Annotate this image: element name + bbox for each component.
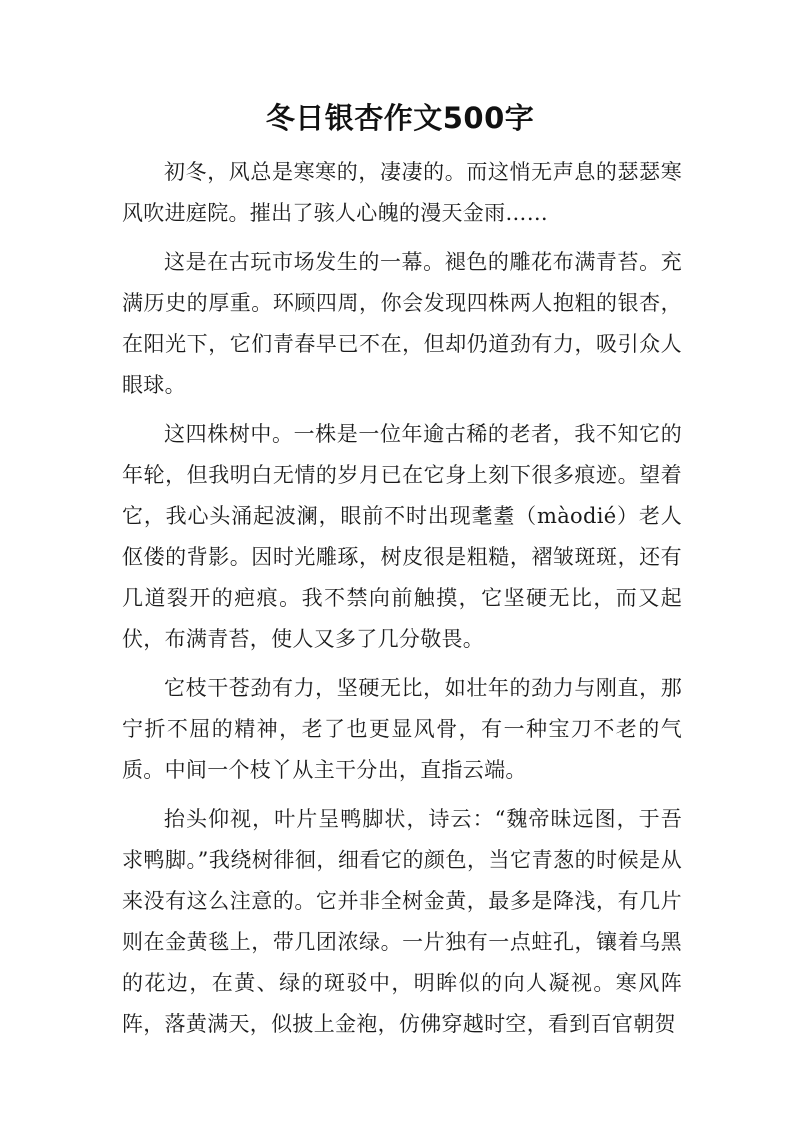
paragraph-1: 初冬，风总是寒寒的，凄凄的。而这悄无声息的瑟瑟寒风吹进庭院。摧出了骇人心魄的漫天金雨…… xyxy=(122,160,682,225)
paragraph-5: 抬头仰视，叶片呈鸭脚状，诗云：“魏帝昧远图，于吾求鸭脚。”我绕树徘徊，细看它的颜色，当它青葱的时候是从来没有这么注意的。它并非全树金黄，最多是降浅，有几片则在金黄毯上，带几团浓绿。一片独有一点蛀孔，镶着乌黑的花边，在黄、绿的斑驳中，明眸似的向人凝视。寒风阵阵，落黄满天，似披上金袍，仿佛穿越时空，看到百官朝贺 xyxy=(122,807,682,1036)
paragraph-3: 这四株树中。一株是一位年逾古稀的老者，我不知它的年轮，但我明白无情的岁月已在它身上刻下很多痕迹。望着它，我心头涌起波澜，眼前不时出现耄耋（màodié）老人伛偻的背影。因时光雕琢，树皮很是粗糙，褶皱斑斑，还有几道裂开的疤痕。我不禁向前触摸，它坚硬无比，而又起伏，布满青苔，使人又多了几分敬畏。 xyxy=(122,422,682,651)
document-body xyxy=(122,152,682,1053)
paragraph-4: 它枝干苍劲有力，坚硬无比，如壮年的劲力与刚直，那宁折不屈的精神，老了也更显风骨，有一种宝刀不老的气质。中间一个枝丫从主干分出，直指云端。 xyxy=(122,676,682,782)
document-title: 冬日银杏作文500字 xyxy=(265,101,535,135)
paragraph-2: 这是在古玩市场发生的一幕。褪色的雕花布满青苔。充满历史的厚重。环顾四周，你会发现四株两人抱粗的银杏，在阳光下，它们青春早已不在，但却仍道劲有力，吸引众人眼球。 xyxy=(122,250,682,397)
